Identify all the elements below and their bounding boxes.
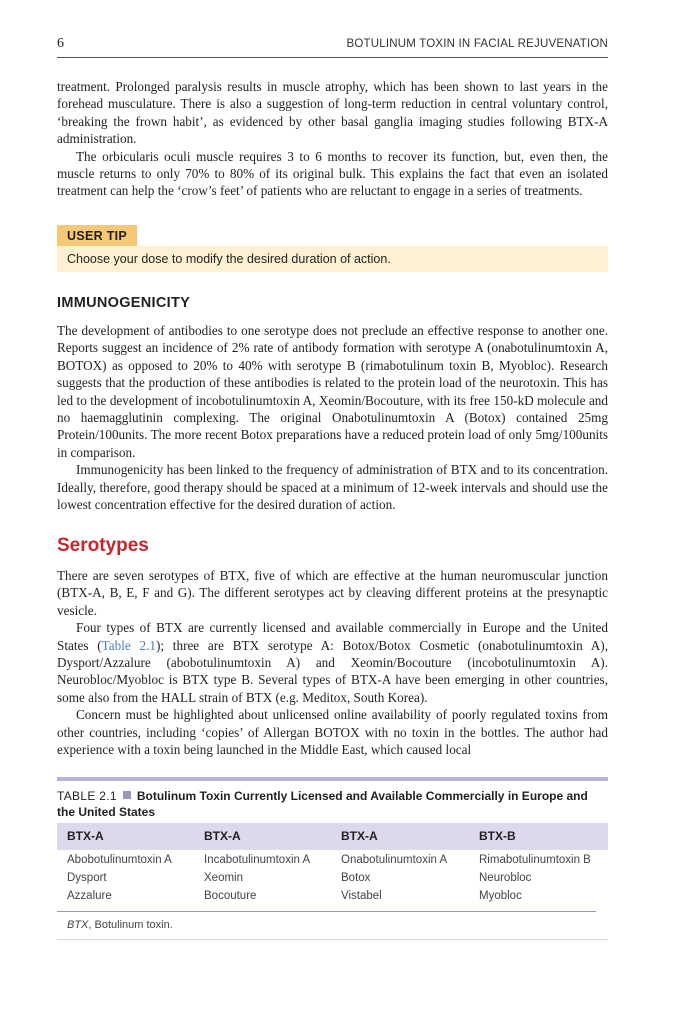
table-cell: Botox — [341, 872, 371, 884]
table-number: TABLE 2.1 — [57, 789, 117, 803]
header-rule — [57, 57, 608, 58]
table-cell: Azzalure — [67, 890, 112, 902]
immunogenicity-text — [57, 322, 608, 513]
serotypes-heading: Serotypes — [57, 535, 149, 556]
serotypes-paragraph-2 — [57, 619, 608, 706]
serotypes-paragraph-3: Concern must be highlighted about unlicensed online availability of poorly regulated toxins from other countries, including ‘copies’ of Allergan BOTOX with no toxin in the bottles. The author had experience with a toxin being launched in the Middle East, which caused local — [57, 707, 608, 758]
serotypes-p2-end: ); three are BTX serotype A: Botox/Botox Cosmetic (onabotulinumtoxin A), Dysport/Azzalure (abobotulinumtoxin A) and Xeomin/Bocouture (incobotulinumtoxin A). Neurobloc/Myobloc is BTX type B. Several types of BTX-A have been emerging in other countries, some also from the HALL strain of BTX (e.g. Meditox, South Korea). — [57, 637, 608, 705]
caption-square-icon — [123, 791, 131, 799]
table-footer-rule — [57, 911, 596, 912]
footnote-abbreviation: BTX — [67, 919, 89, 931]
table-cell: Rimabotulinumtoxin B — [479, 854, 591, 866]
user-tip-label: USER TIP — [57, 225, 137, 246]
table-top-bar — [57, 777, 608, 781]
immunogenicity-paragraph-2: Immunogenicity has been linked to the frequency of administration of BTX and to its concentration. Ideally, therefore, good therapy should be spaced at a minimum of 12-week intervals and should use the lowest concentration effective for the desired duration of action. — [57, 462, 608, 513]
table-cell: Dysport — [67, 872, 107, 884]
immunogenicity-heading: IMMUNOGENICITY — [57, 295, 191, 311]
table-cell: Vistabel — [341, 890, 382, 902]
table-cell: Xeomin — [204, 872, 243, 884]
footnote-text: , Botulinum toxin. — [88, 919, 173, 931]
intro-text — [57, 78, 608, 200]
running-head: BOTULINUM TOXIN IN FACIAL REJUVENATION — [346, 38, 608, 50]
page-number: 6 — [57, 36, 64, 51]
serotypes-text — [57, 567, 608, 758]
table-header-row — [57, 823, 608, 850]
table-reference-link[interactable]: Table 2.1 — [101, 637, 156, 653]
serotypes-p2-start: Four types of BTX are currently licensed and available commercially in Europe and the United States ( — [57, 620, 608, 653]
table-cell: Neurobloc — [479, 872, 532, 884]
table-cell: Myobloc — [479, 890, 522, 902]
table-2-1 — [57, 823, 608, 940]
table-cell: Bocouture — [204, 890, 257, 902]
table-bottom-rule — [57, 939, 608, 940]
user-tip-text: Choose your dose to modify the desired duration of action. — [57, 246, 608, 272]
intro-paragraph-2: The orbicularis oculi muscle requires 3 to 6 months to recover its function, but, even then, the muscle returns to only 70% to 80% of its original bulk. This explains the fact that even an isolated treatment can help the ‘crow’s feet’ of patients who are reluctant to engage in a series of treatments. — [57, 148, 608, 199]
column-header: BTX-A — [204, 829, 241, 843]
column-header: BTX-A — [341, 829, 378, 843]
column-header: BTX-A — [67, 829, 104, 843]
table-cell: Abobotulinumtoxin A — [67, 854, 172, 866]
table-title: Botulinum Toxin Currently Licensed and Available Commercially in Europe and the United States — [57, 789, 588, 819]
table-cell: Incabotulinumtoxin A — [204, 854, 311, 866]
table-footnote — [67, 919, 173, 931]
serotypes-paragraph-1: There are seven serotypes of BTX, five of which are effective at the human neuromuscular junction (BTX-A, B, E, F and G). The different serotypes act by cleaving different proteins at the presynaptic vesicle. — [57, 568, 608, 618]
column-header: BTX-B — [479, 829, 516, 843]
table-caption — [57, 788, 608, 820]
user-tip-box — [57, 225, 608, 272]
table-cell: Onabotulinumtoxin A — [341, 854, 448, 866]
intro-paragraph-1: treatment. Prolonged paralysis results in muscle atrophy, which has been shown to last years in the forehead musculature. There is also a suggestion of long-term reduction in central voluntary control, ‘breaking the frown habit’, as evidenced by other basal ganglia imaging studies following BTX-A administration. — [57, 79, 608, 147]
immunogenicity-paragraph-1: The development of antibodies to one serotype does not preclude an effective response to another one. Reports suggest an incidence of 2% rate of antibody formation with serotype A (onabotulinumtoxin A, BOTOX) as opposed to 20% to 40% with serotype B (rimabotulinum toxin B, Myobloc). Research suggests that the production of these antibodies is related to the protein load of the neurotoxin. This has led to the development of incobotulinumtoxin A, Xeomin/Bocouture, with its free 150-kD molecule and no haemagglutinin complexing. The original Onabotulinumtoxin A (Botox) contained 25mg Protein/100units. The more recent Botox preparations have a reduced protein load of only 5mg/100units in comparison. — [57, 323, 608, 460]
